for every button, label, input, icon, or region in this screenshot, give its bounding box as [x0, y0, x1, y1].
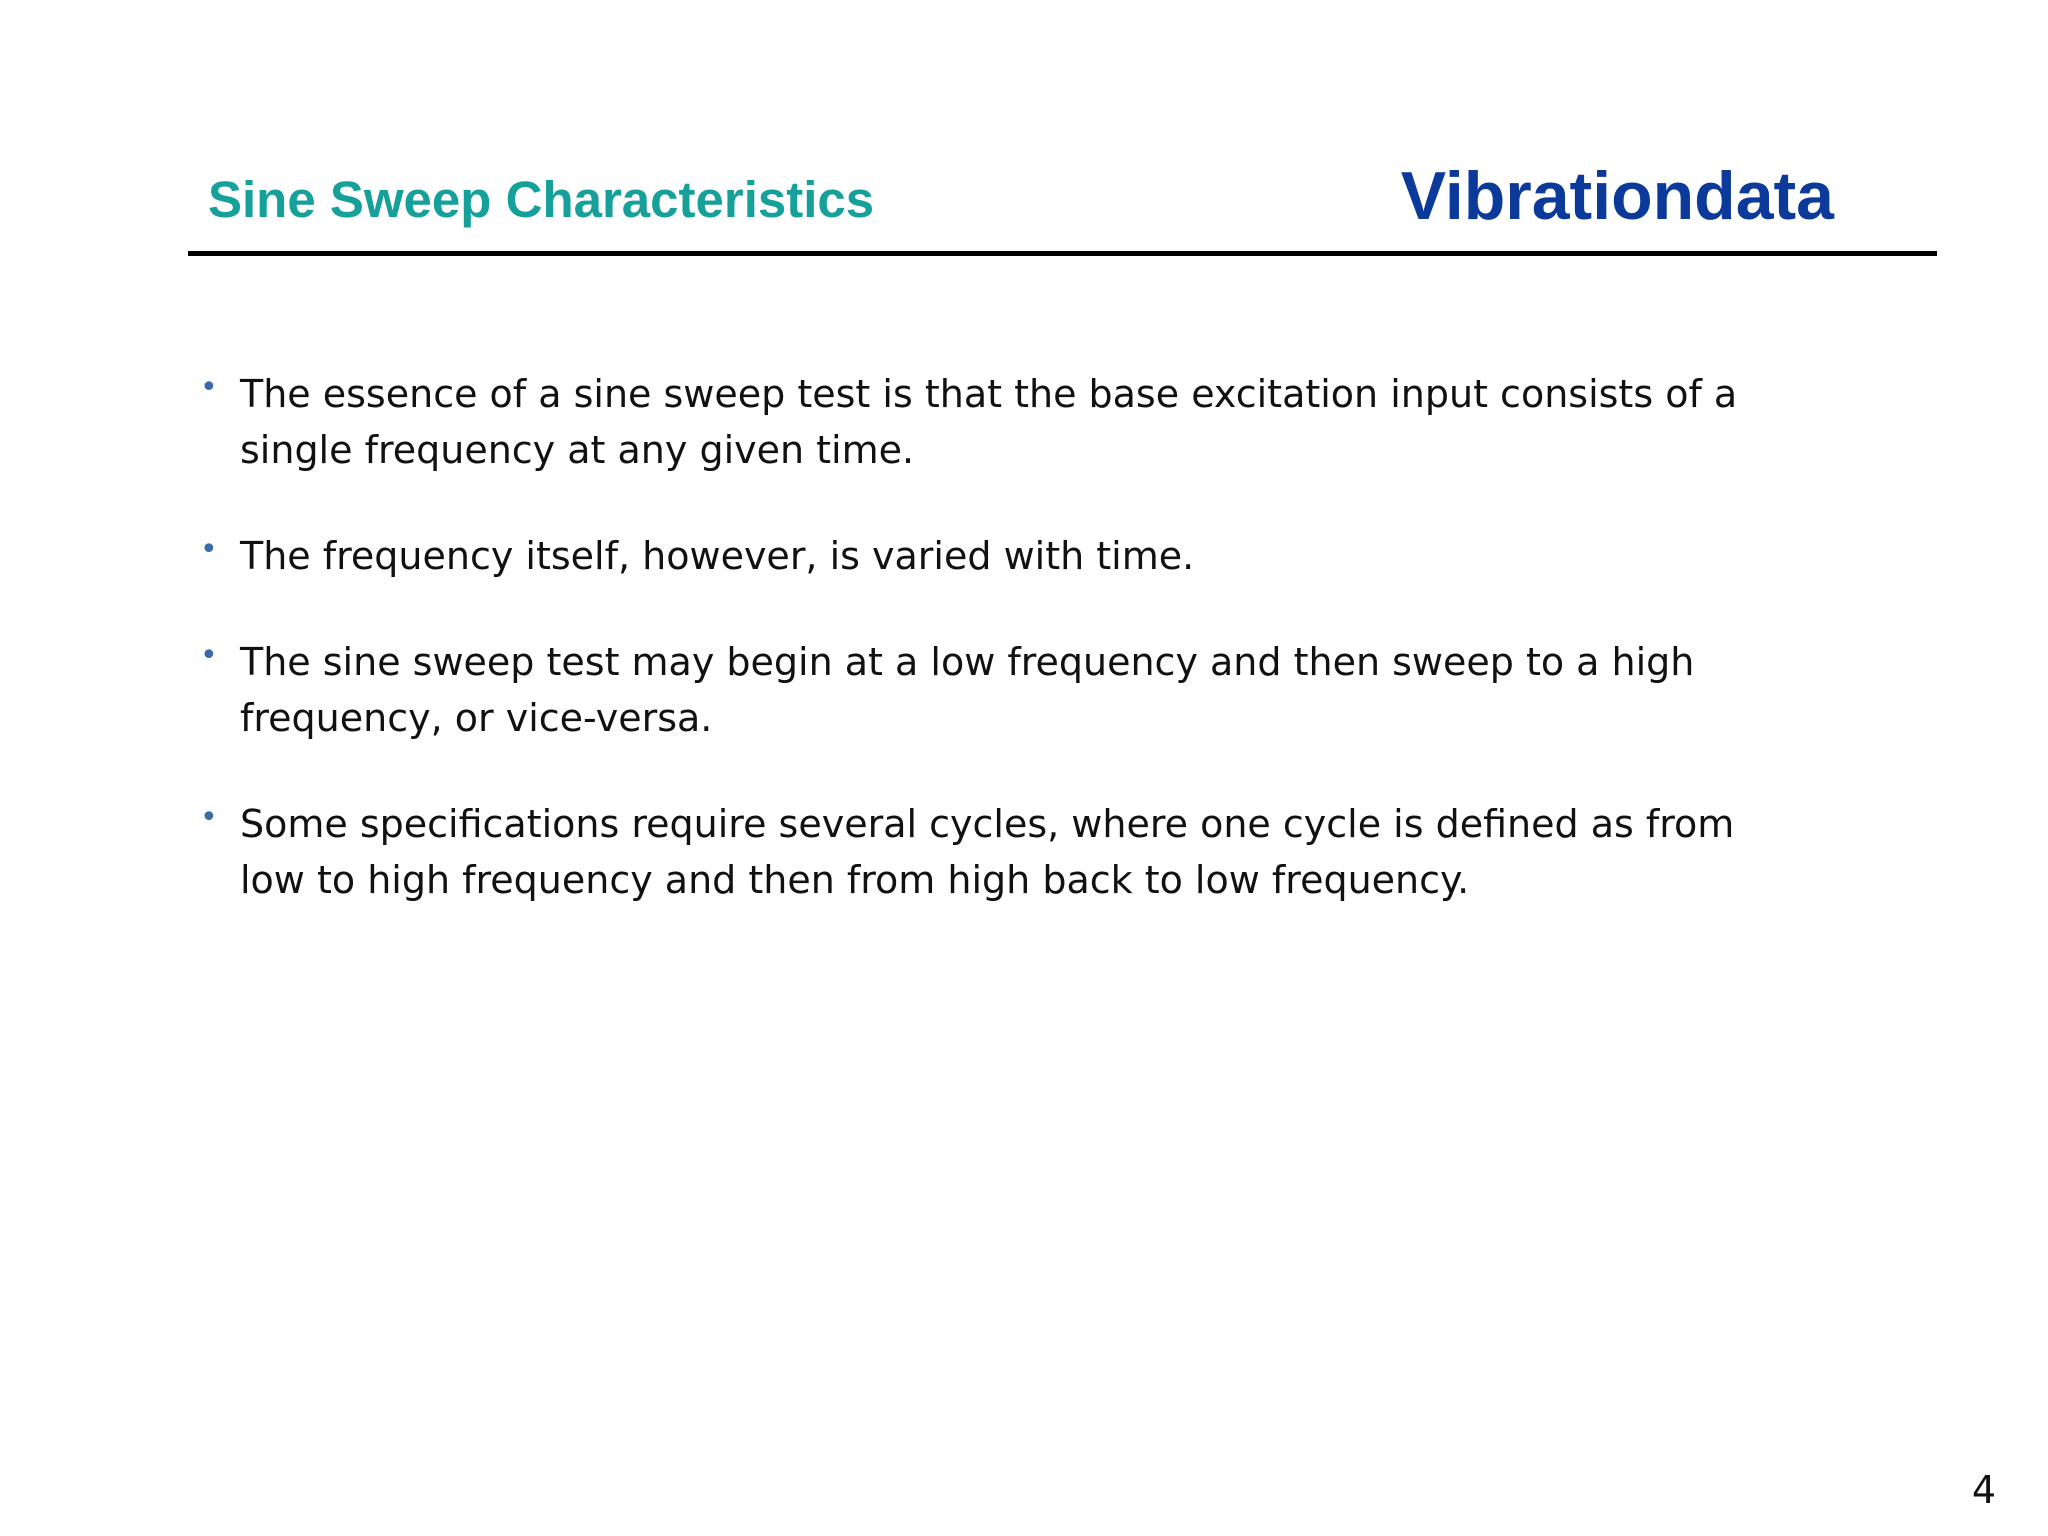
header-divider: [188, 251, 1937, 256]
bullet-text: Some specifications require several cycles, where one cycle is defined as from low to high frequency and then from high back to low frequency.: [240, 802, 1735, 902]
bullet-marker-icon: •: [200, 370, 218, 405]
bullet-text: The essence of a sine sweep test is that the base excitation input consists of a single frequency at any given time.: [240, 372, 1738, 472]
bullet-item: [196, 528, 1796, 584]
brand-logo-text: Vibrationdata: [1400, 158, 1834, 234]
slide-title: Sine Sweep Characteristics: [208, 171, 875, 228]
bullet-marker-icon: •: [200, 800, 218, 835]
bullet-marker-icon: •: [200, 532, 218, 567]
bullet-item: [196, 634, 1796, 746]
bullet-text: The sine sweep test may begin at a low frequency and then sweep to a high frequency, or vice-versa.: [240, 640, 1695, 740]
bullet-text: The frequency itself, however, is varied with time.: [240, 534, 1195, 578]
bullet-marker-icon: •: [200, 638, 218, 673]
page-number: 4: [1971, 1468, 1996, 1512]
bullet-item: [196, 796, 1796, 908]
bullet-list: [196, 366, 1796, 958]
bullet-item: [196, 366, 1796, 478]
